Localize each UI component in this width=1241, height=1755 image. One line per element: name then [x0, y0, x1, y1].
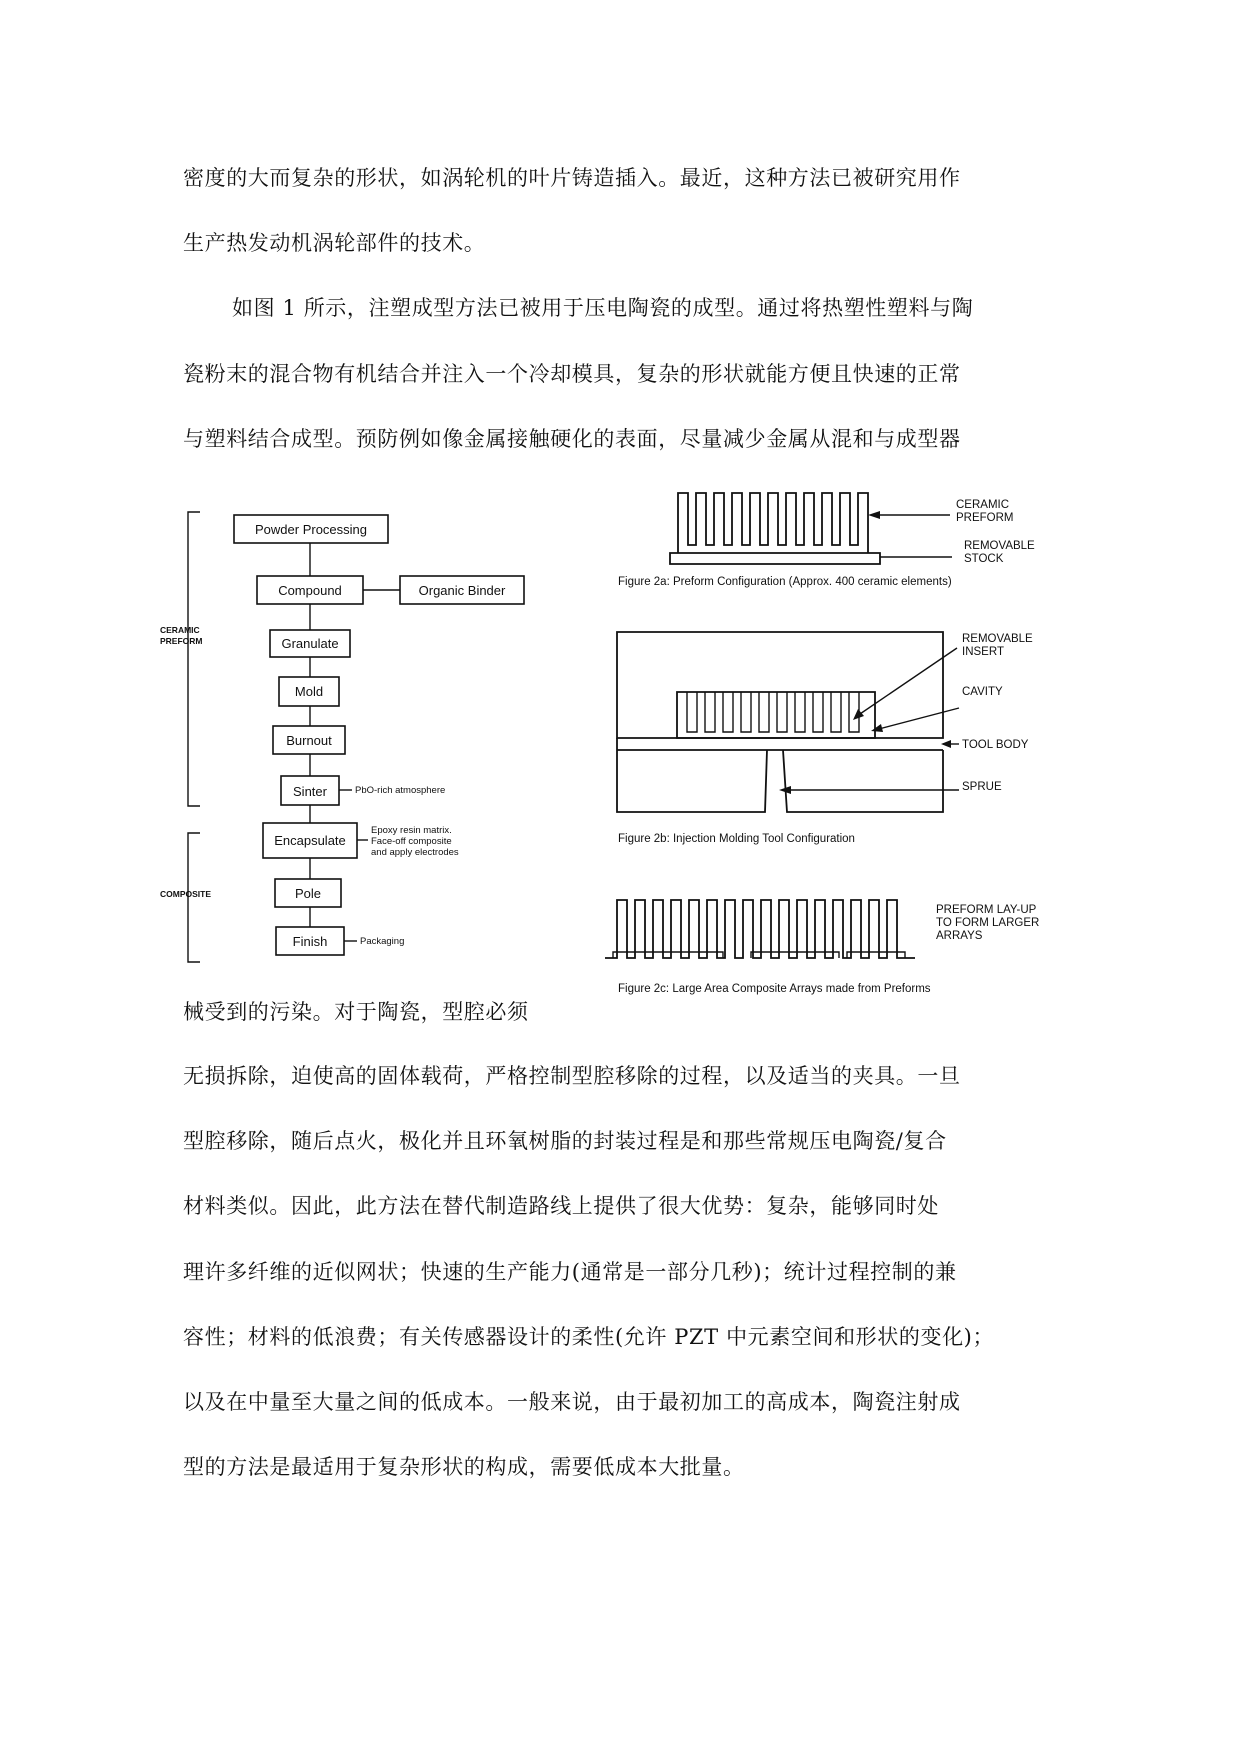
text-line: 与塑料结合成型。预防例如像金属接触硬化的表面，尽量减少金属从混和与成型器	[183, 427, 961, 451]
encapsulate-note: Face-off composite	[371, 836, 452, 847]
arrow-head	[868, 511, 880, 519]
step-label: Organic Binder	[418, 583, 506, 598]
cavity	[677, 692, 875, 738]
label-sprue: SPRUE	[962, 781, 1002, 793]
process-flowchart	[150, 500, 550, 980]
finish-note: Packaging	[360, 936, 405, 947]
text-line: 如图 1 所示，注塑成型方法已被用于压电陶瓷的成型。通过将热塑性塑料与陶	[232, 296, 974, 320]
step-label: Granulate	[281, 636, 339, 651]
label-preform: PREFORM	[956, 512, 1014, 524]
text-line: 容性；材料的低浪费；有关传感器设计的柔性(允许 PZT 中元素空间和形状的变化)；	[183, 1325, 995, 1349]
step-label: Powder Processing	[255, 522, 367, 537]
step-label: Pole	[294, 886, 322, 901]
leader-insert	[857, 648, 957, 716]
text-line: 械受到的污染。对于陶瓷，型腔必须	[183, 1000, 529, 1024]
step-label: Compound	[278, 583, 342, 598]
label-insert: INSERT	[962, 646, 1004, 658]
label-cavity: CAVITY	[962, 686, 1003, 698]
sinter-note: PbO-rich atmosphere	[355, 785, 446, 796]
text-line: 型的方法是最适用于复杂形状的构成，需要低成本大批量。	[183, 1455, 745, 1479]
tool-body-lower	[617, 738, 943, 812]
text-line: 瓷粉末的混合物有机结合并注入一个冷却模具，复杂的形状就能方便且快速的正常	[183, 362, 961, 386]
figure-2c-caption: Figure 2c: Large Area Composite Arrays made from Preforms	[618, 983, 931, 995]
figure-2a-preform	[610, 487, 1070, 592]
text-line: 理许多纤维的近似网状；快速的生产能力(通常是一部分几秒)；统计过程控制的兼	[183, 1260, 957, 1284]
leader-cavity	[875, 708, 959, 730]
text-line: 无损拆除，迫使高的固体载荷，严格控制型腔移除的过程，以及适当的夹具。一旦	[183, 1064, 961, 1088]
tool-body-upper	[617, 632, 943, 738]
array-comb	[605, 900, 915, 958]
encapsulate-note: and apply electrodes	[371, 847, 459, 858]
arrow-head	[871, 724, 883, 732]
label-ceramic: CERAMIC	[956, 499, 1010, 511]
label-removable: REMOVABLE	[964, 540, 1035, 552]
group-label-preform: PREFORM	[160, 636, 203, 646]
text-line: 生产热发动机涡轮部件的技术。	[183, 231, 486, 255]
label-arrays: ARRAYS	[936, 930, 983, 942]
group-label-ceramic: CERAMIC	[160, 625, 200, 635]
text-line: 型腔移除，随后点火，极化并且环氧树脂的封装过程是和那些常规压电陶瓷/复合	[183, 1129, 947, 1153]
step-label: Finish	[292, 934, 328, 949]
figure-2b-caption: Figure 2b: Injection Molding Tool Configuration	[618, 833, 855, 845]
group-label-composite: COMPOSITE	[160, 889, 212, 899]
encapsulate-note: Epoxy resin matrix.	[371, 825, 452, 836]
step-label: Sinter	[293, 784, 327, 799]
figure-2c-arrays	[605, 890, 1065, 1000]
insert-fingers	[687, 692, 859, 732]
label-stock: STOCK	[964, 553, 1004, 565]
removable-stock	[670, 553, 880, 564]
figure-2a-caption: Figure 2a: Preform Configuration (Approx. 400 ceramic elements)	[618, 576, 952, 588]
figure-2b-tool	[605, 620, 1075, 850]
step-label: Mold	[294, 684, 324, 699]
text-line: 材料类似。因此，此方法在替代制造路线上提供了很大优势：复杂，能够同时处	[183, 1194, 939, 1218]
step-label: Burnout	[286, 733, 332, 748]
text-line: 密度的大而复杂的形状，如涡轮机的叶片铸造插入。最近，这种方法已被研究用作	[183, 166, 961, 190]
label-to-form: TO FORM LARGER	[936, 917, 1040, 929]
label-tool-body: TOOL BODY	[962, 739, 1029, 751]
label-preform-layup: PREFORM LAY-UP	[936, 904, 1037, 916]
ceramic-bracket	[188, 512, 200, 806]
arrow-head	[941, 740, 951, 748]
step-label: Encapsulate	[274, 833, 346, 848]
label-removable: REMOVABLE	[962, 633, 1033, 645]
preform-comb	[678, 493, 868, 553]
text-line: 以及在中量至大量之间的低成本。一般来说，由于最初加工的高成本，陶瓷注射成	[183, 1390, 961, 1414]
